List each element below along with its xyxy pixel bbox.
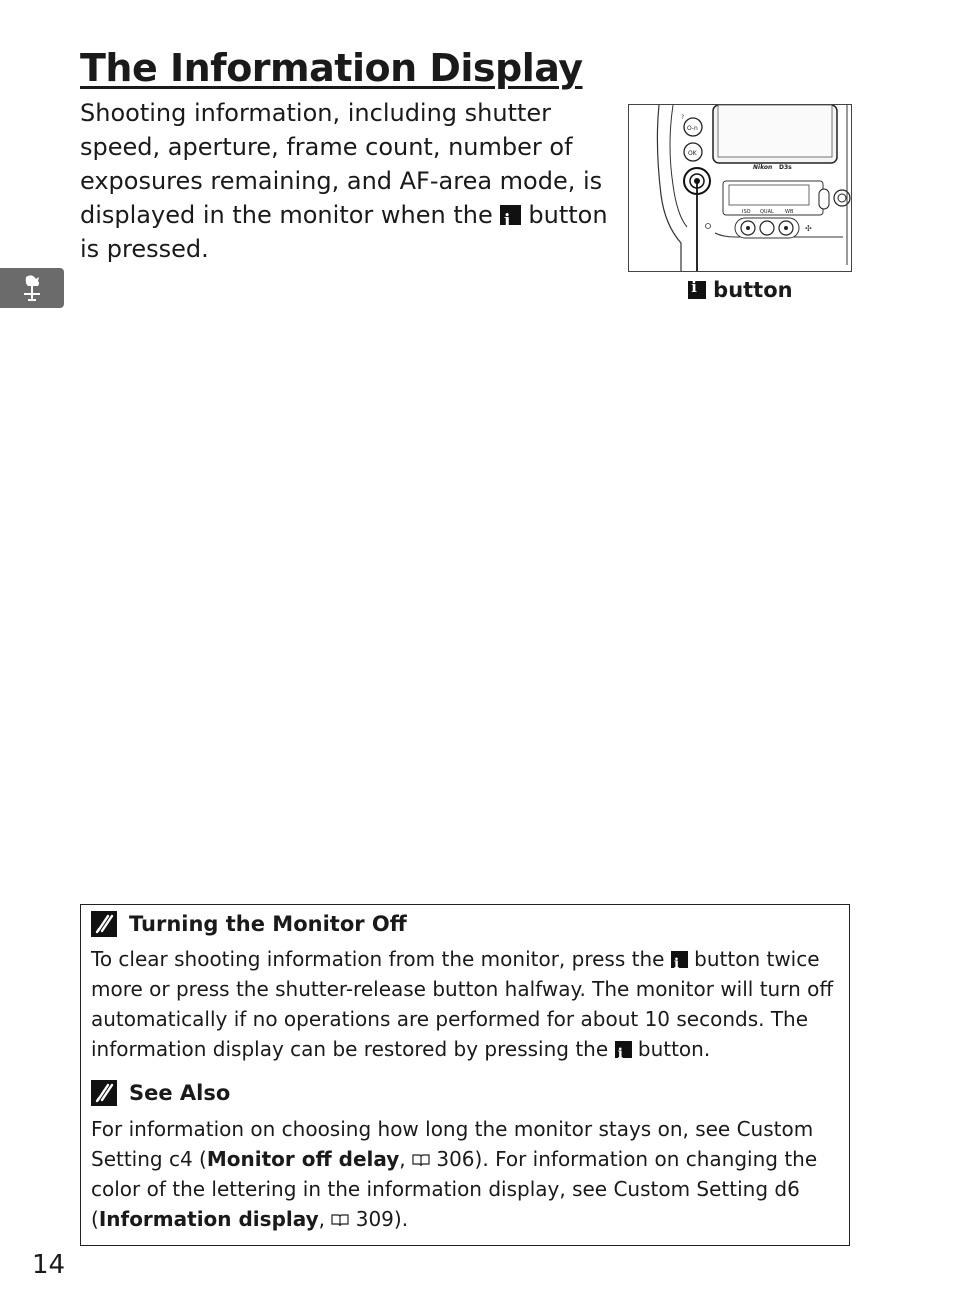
brand-text: Nikon: [753, 164, 773, 171]
svg-text:O-n: O-n: [687, 125, 698, 132]
setting-name-monitor-off-delay: Monitor off delay: [206, 1147, 400, 1171]
info-button-caption: [688, 278, 793, 302]
weathervane-icon: [16, 273, 48, 303]
page-number: 14: [32, 1250, 66, 1280]
note-heading-see-also: [91, 1080, 230, 1106]
note-text: ,: [318, 1207, 332, 1231]
intro-text-a: Shooting information, including shutter speed, aperture, frame count, number of exposures remaining, and AF-area mode, is displayed in the monitor when the: [80, 99, 603, 229]
note-body-monitor-off: [91, 944, 843, 1064]
ok-label: OK: [688, 150, 697, 157]
notes-box: [80, 904, 850, 1246]
pencil-icon: [91, 911, 117, 937]
note-body-see-also: [91, 1114, 843, 1234]
chapter-tab[interactable]: [0, 268, 64, 308]
iso-label: ISO: [742, 209, 751, 215]
svg-text:?: ?: [681, 114, 685, 121]
info-button-icon: [688, 281, 706, 299]
note-heading-monitor-off: [91, 911, 407, 937]
info-button-icon: [615, 1041, 632, 1058]
camera-back-illustration: [628, 104, 852, 272]
book-icon: [412, 1153, 430, 1167]
note-text: For information on choosing how long the monitor stays on, see Custom Setting c4 (: [91, 1117, 814, 1171]
page-reference-link[interactable]: 309: [355, 1207, 394, 1231]
note-text: ).: [393, 1207, 409, 1231]
book-icon: [331, 1213, 349, 1227]
note-text: button twice more or press the shutter-release button halfway. The monitor will turn off automatically if no operations are performed for about 10 seconds. The information display can be restored by pressing the: [91, 947, 834, 1061]
note-heading-text: Turning the Monitor Off: [129, 912, 407, 936]
note-text: ,: [399, 1147, 412, 1171]
setting-name-information-display: Information display: [98, 1207, 319, 1231]
model-text: D3s: [779, 164, 792, 171]
note-text: To clear shooting information from the monitor, press the: [91, 947, 671, 971]
camera-drawing: [629, 105, 851, 271]
svg-text:✣: ✣: [805, 224, 812, 233]
intro-text-b: button is pressed.: [80, 201, 608, 263]
pencil-icon: [91, 1080, 117, 1106]
page-reference-link[interactable]: 306: [436, 1147, 475, 1171]
note-heading-text: See Also: [129, 1081, 231, 1105]
page-title: The Information Display: [80, 46, 583, 90]
info-button-icon: [500, 205, 520, 225]
qual-label: QUAL: [760, 209, 774, 215]
intro-paragraph: [80, 96, 610, 266]
note-text: button.: [631, 1037, 711, 1061]
wb-label: WB: [785, 209, 794, 215]
caption-text: button: [713, 278, 793, 302]
note-text: ). For information on changing the color of the lettering in the information display, see Custom Setting d6 (: [91, 1147, 818, 1231]
info-button-icon: [671, 951, 688, 968]
